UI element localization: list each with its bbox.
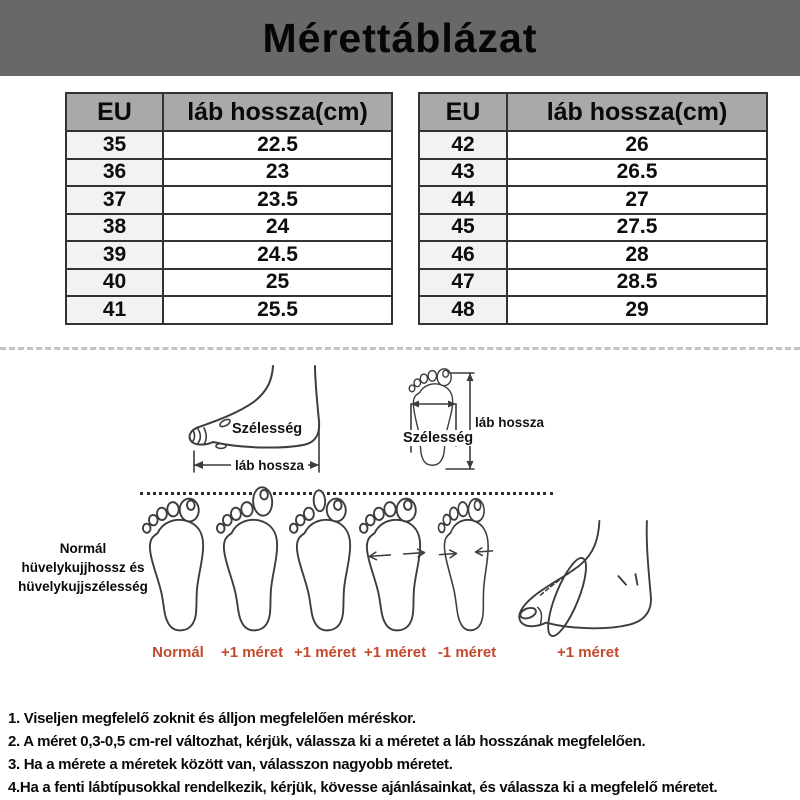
foot-length-column-header: láb hossza(cm) bbox=[163, 93, 392, 131]
size-table-header-row bbox=[419, 93, 767, 131]
foot-length-value: 23 bbox=[163, 159, 392, 187]
eu-size-value: 45 bbox=[419, 214, 507, 242]
foot-illustration-long-big-toe bbox=[214, 494, 290, 640]
size-row bbox=[66, 241, 392, 269]
instruction-line: 3. Ha a mérete a méretek között van, válasszon nagyobb méretet. bbox=[8, 756, 453, 773]
foot-illustration-narrow bbox=[429, 494, 505, 640]
note-line: hüvelykujjhossz és bbox=[21, 560, 145, 575]
foot-length-value: 27.5 bbox=[507, 214, 767, 242]
eu-size-value: 35 bbox=[66, 131, 163, 159]
eu-size-value: 36 bbox=[66, 159, 163, 187]
foot-length-value: 28.5 bbox=[507, 269, 767, 297]
instruction-line: 1. Viseljen megfelelő zoknit és álljon megfelelően méréskor. bbox=[8, 710, 416, 727]
size-row bbox=[419, 131, 767, 159]
foot-length-value: 25 bbox=[163, 269, 392, 297]
foot-length-column-header: láb hossza(cm) bbox=[507, 93, 767, 131]
instruction-line: 2. A méret 0,3-0,5 cm-rel változhat, kérjük, válassza ki a méretet a láb hosszának megfelelően. bbox=[8, 733, 646, 750]
size-table-left bbox=[65, 92, 393, 325]
eu-size-value: 37 bbox=[66, 186, 163, 214]
foot-length-value: 29 bbox=[507, 296, 767, 324]
eu-size-value: 47 bbox=[419, 269, 507, 297]
eu-size-value: 48 bbox=[419, 296, 507, 324]
normal-toe-note bbox=[12, 539, 154, 596]
foot-length-value: 22.5 bbox=[163, 131, 392, 159]
foot-type-label: +1 méret bbox=[293, 644, 357, 661]
foot-type-label: +1 méret bbox=[363, 644, 427, 661]
foot-illustration-high-instep bbox=[512, 520, 664, 636]
top-width-label: Szélesség bbox=[403, 430, 474, 446]
eu-size-value: 40 bbox=[66, 269, 163, 297]
size-row bbox=[419, 296, 767, 324]
size-row bbox=[419, 241, 767, 269]
eu-size-value: 46 bbox=[419, 241, 507, 269]
foot-length-value: 23.5 bbox=[163, 186, 392, 214]
size-row bbox=[419, 186, 767, 214]
eu-size-value: 38 bbox=[66, 214, 163, 242]
size-row bbox=[419, 269, 767, 297]
eu-column-header: EU bbox=[419, 93, 507, 131]
dashed-separator bbox=[0, 347, 800, 350]
eu-column-header: EU bbox=[66, 93, 163, 131]
size-table-right bbox=[418, 92, 768, 325]
size-row bbox=[66, 131, 392, 159]
page-title: Mérettáblázat bbox=[262, 14, 538, 61]
note-line: hüvelykujjszélesség bbox=[18, 579, 148, 594]
page-header bbox=[0, 0, 800, 76]
side-length-label: láb hossza bbox=[231, 458, 308, 473]
instruction-line: 4.Ha a fenti lábtípusokkal rendelkezik, kérjük, kövesse ajánlásainkat, és válassza ki a megfelelő méretet. bbox=[8, 779, 718, 796]
size-row bbox=[66, 159, 392, 187]
size-row bbox=[419, 159, 767, 187]
size-table-header-row bbox=[66, 93, 392, 131]
foot-type-label: Normál bbox=[152, 644, 204, 661]
foot-length-value: 26.5 bbox=[507, 159, 767, 187]
foot-length-value: 24 bbox=[163, 214, 392, 242]
foot-length-value: 24.5 bbox=[163, 241, 392, 269]
size-row bbox=[419, 214, 767, 242]
foot-illustration-wide bbox=[357, 494, 433, 640]
eu-size-value: 44 bbox=[419, 186, 507, 214]
foot-illustration-long-second-toe bbox=[287, 494, 363, 640]
size-row bbox=[66, 296, 392, 324]
size-row bbox=[66, 269, 392, 297]
eu-size-value: 39 bbox=[66, 241, 163, 269]
foot-length-value: 25.5 bbox=[163, 296, 392, 324]
note-line: Normál bbox=[59, 541, 107, 556]
foot-length-value: 26 bbox=[507, 131, 767, 159]
foot-type-label: -1 méret bbox=[437, 644, 497, 661]
top-length-label: láb hossza bbox=[475, 415, 545, 430]
size-row bbox=[66, 186, 392, 214]
eu-size-value: 41 bbox=[66, 296, 163, 324]
side-width-label: Szélesség bbox=[232, 421, 303, 437]
eu-size-value: 42 bbox=[419, 131, 507, 159]
foot-type-label: +1 méret bbox=[556, 644, 620, 661]
foot-type-label: +1 méret bbox=[220, 644, 284, 661]
foot-length-value: 27 bbox=[507, 186, 767, 214]
foot-length-value: 28 bbox=[507, 241, 767, 269]
eu-size-value: 43 bbox=[419, 159, 507, 187]
size-row bbox=[66, 214, 392, 242]
instructions-block bbox=[8, 707, 796, 799]
foot-illustration-normal bbox=[140, 494, 216, 640]
